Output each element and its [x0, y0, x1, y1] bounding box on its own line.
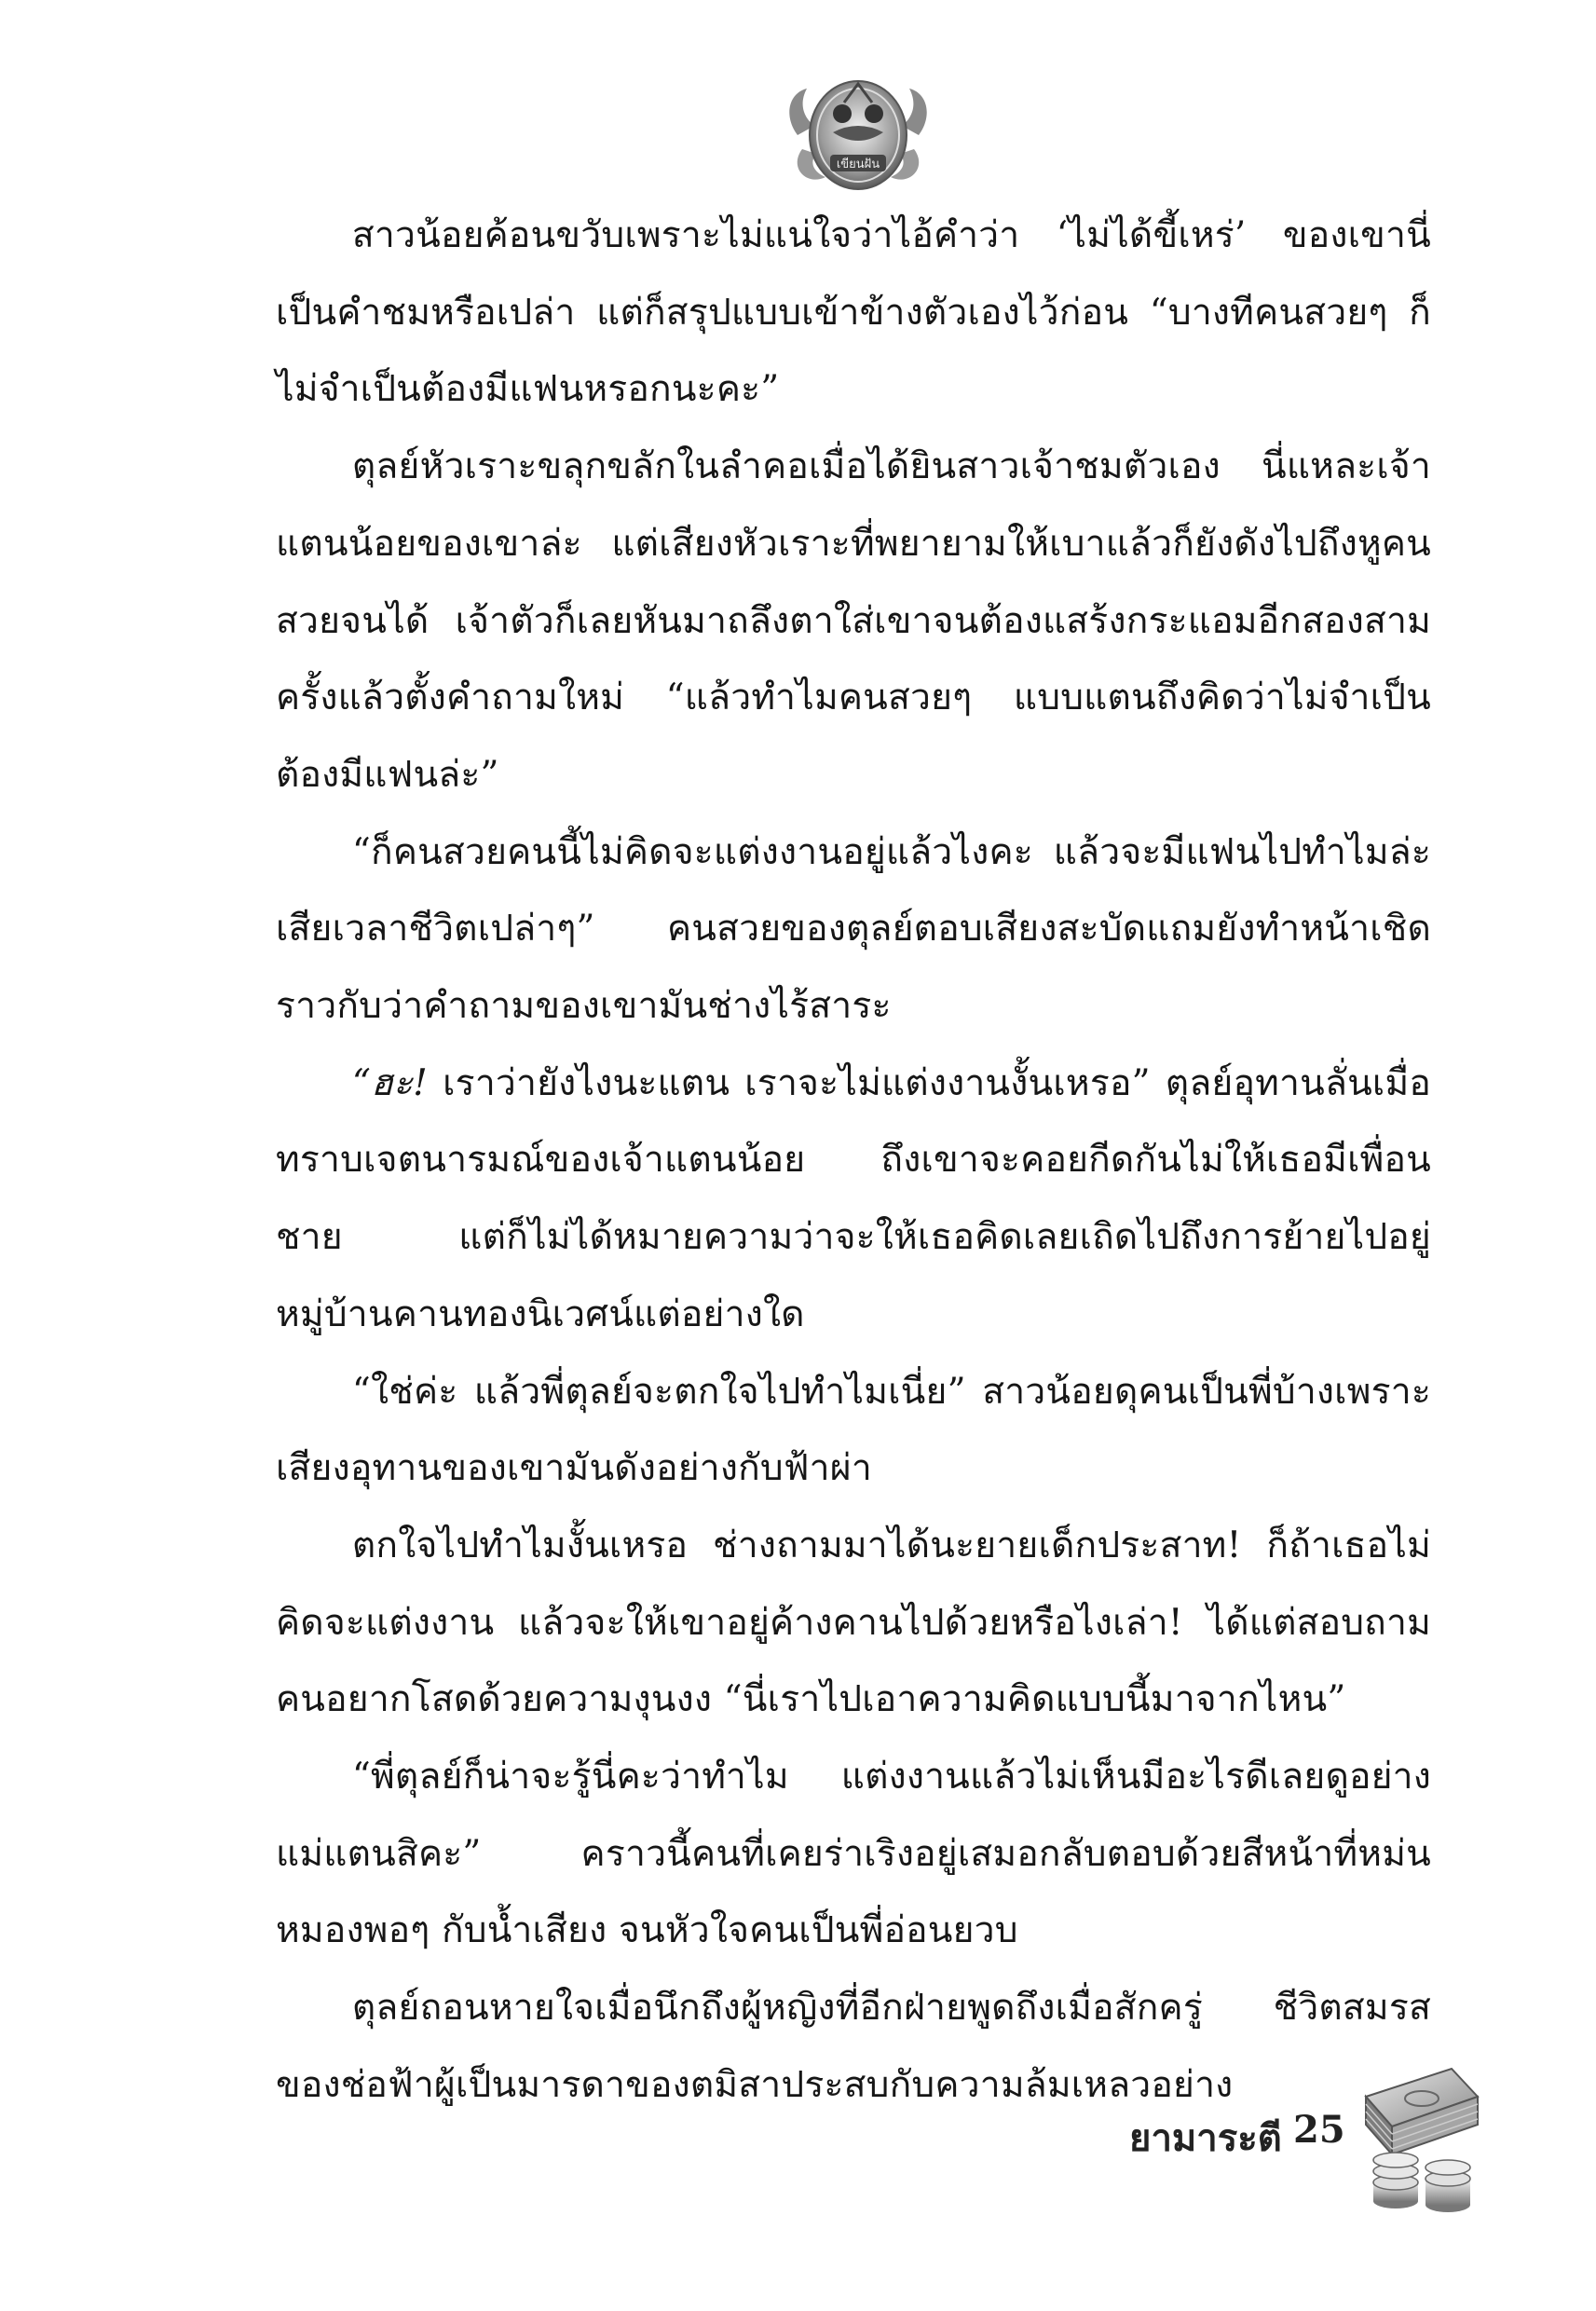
paragraph: ตุลย์หัวเราะขลุกขลักในลำคอเมื่อได้ยินสาวเจ้าชมตัวเอง นี่แหละเจ้าแตนน้อยของเขาล่ะ แต่เสียงหัวเราะที่พยายามให้เบาแล้วก็ยังดังไปถึงหูคนสวยจนได้ เจ้าตัวก็เลยหันมาถลึงตาใส่เขาจนต้องแสร้งกระแอมอีกสองสามครั้งแล้วตั้งคำถามใหม่ “แล้วทำไมคนสวยๆ แบบแตนถึงคิดว่าไม่จำเป็นต้องมีแฟนล่ะ”: [276, 445, 1431, 796]
decorative-emblem-icon: [779, 65, 937, 205]
paragraph: [276, 1046, 1431, 1354]
paragraph: “พี่ตุลย์ก็น่าจะรู้นี่คะว่าทำไม แต่งงานแล้วไม่เห็นมีอะไรดีเลยดูอย่างแม่แตนสิคะ” คราวนี้คนที่เคยร่าเริงอยู่เสมอกลับตอบด้วยสีหน้าที่หม่นหมองพอๆ กับน้ำเสียง จนหัวใจคนเป็นพี่อ่อนยวบ: [276, 1756, 1431, 1952]
page-body: [276, 198, 1431, 2125]
paragraph: “ก็คนสวยคนนี้ไม่คิดจะแต่งงานอยู่แล้วไงคะ แล้วจะมีแฟนไปทำไมล่ะ เสียเวลาชีวิตเปล่าๆ” คนสวยของตุลย์ตอบเสียงสะบัดแถมยังทำหน้าเชิด ราวกับว่าคำถามของเขามันช่างไร้สาระ: [276, 830, 1431, 1028]
paragraph: “ใช่ค่ะ แล้วพี่ตุลย์จะตกใจไปทำไมเนี่ย” สาวน้อยดุคนเป็นพี่บ้างเพราะเสียงอุทานของเขามันดังอย่างกับฟ้าผ่า: [276, 1370, 1431, 1490]
paragraph: ตุลย์ถอนหายใจเมื่อนึกถึงผู้หญิงที่อีกฝ่ายพูดถึงเมื่อสักครู่ ชีวิตสมรสของช่อฟ้าผู้เป็นมารดาของตมิสาประสบกับความล้มเหลวอย่าง: [276, 1987, 1431, 2106]
paragraph: ตกใจไปทำไมงั้นเหรอ ช่างถามมาได้นะยายเด็กประสาท! ก็ถ้าเธอไม่คิดจะแต่งงาน แล้วจะให้เขาอยู่ค้างคานไปด้วยหรือไงเล่า! ได้แต่สอบถามคนอยากโสดด้วยความงุนงง “นี่เราไปเอาความคิดแบบนี้มาจากไหน”: [276, 1524, 1431, 1721]
money-stack-icon: [1358, 2059, 1484, 2218]
page-number: 25: [1293, 2108, 1345, 2152]
exclamation-text: “ฮะ!: [351, 1061, 429, 1104]
emblem-label: เขียนฝัน: [836, 157, 880, 171]
book-title: ยามาระตี: [1129, 2116, 1282, 2160]
paragraph-text: เราว่ายังไงนะแตน เราจะไม่แต่งงานงั้นเหรอ” ตุลย์อุทานลั่นเมื่อทราบเจตนารมณ์ของเจ้าแตนน้อย ถึงเขาจะคอยกีดกันไม่ให้เธอมีเพื่อนชาย แต่ก็ไม่ได้หมายความว่าจะให้เธอคิดเลยเถิดไปถึงการย้ายไปอยู่หมู่บ้านคานทองนิเวศน์แต่อย่างใด: [276, 1061, 1431, 1335]
paragraph: สาวน้อยค้อนขวับเพราะไม่แน่ใจว่าไอ้คำว่า ‘ไม่ได้ขี้เหร่’ ของเขานี่เป็นคำชมหรือเปล่า แต่ก็สรุปแบบเข้าข้างตัวเองไว้ก่อน “บางทีคนสวยๆ ก็ไม่จำเป็นต้องมีแฟนหรอกนะคะ”: [276, 214, 1431, 411]
